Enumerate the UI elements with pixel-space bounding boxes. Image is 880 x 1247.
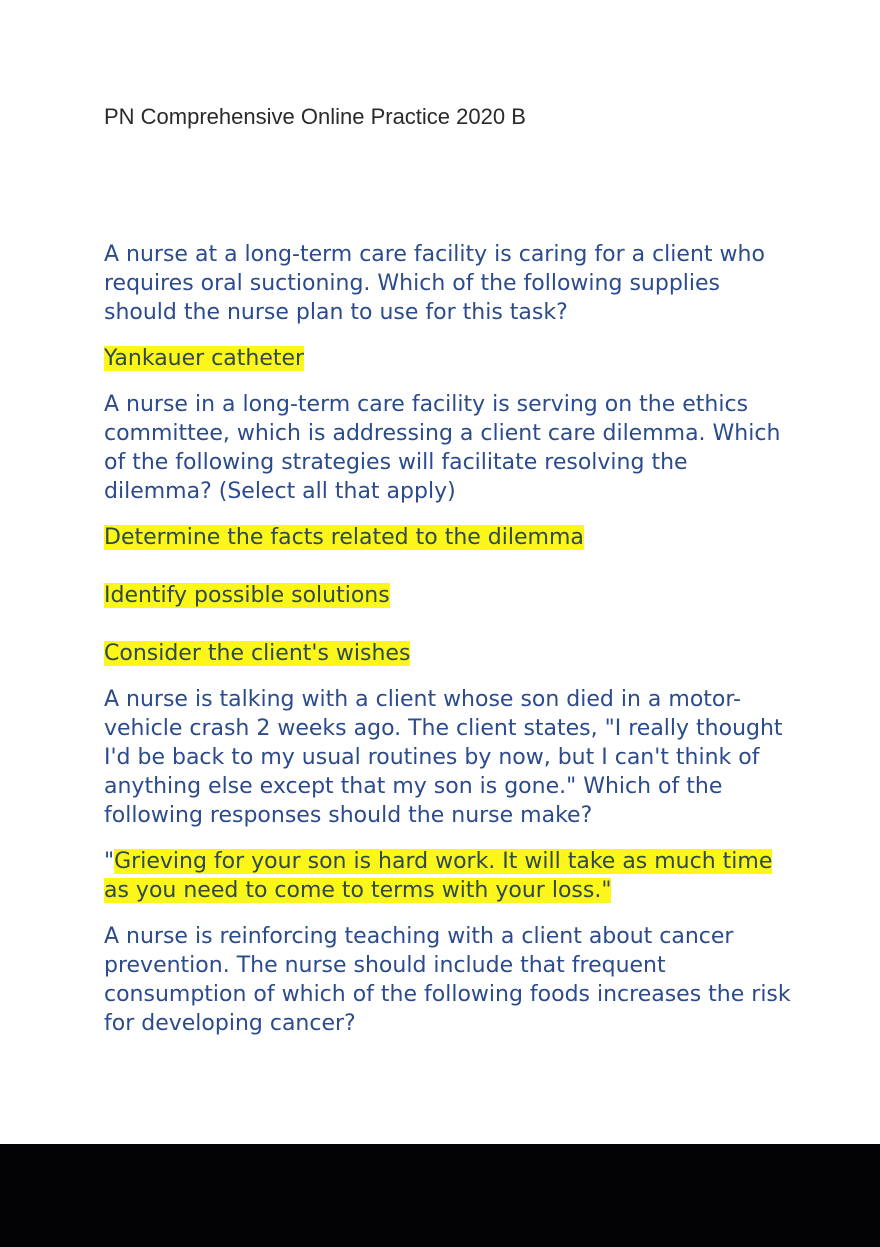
answer-2c: Consider the client's wishes xyxy=(104,641,411,666)
answer-3: Grieving for your son is hard work. It will take as much time as you need to come to terms with your loss." xyxy=(104,849,773,903)
answer-1: Yankauer catheter xyxy=(104,346,305,371)
question-1: A nurse at a long-term care facility is caring for a client who requires oral suctioning. Which of the following supplies should the nurse plan to use for this task? xyxy=(104,242,765,325)
question-2: A nurse in a long-term care facility is serving on the ethics committee, which is addressing a client care dilemma. Which of the following strategies will facilitate resolving the dilemma? (Select all that apply) xyxy=(104,392,781,504)
document-title: PN Comprehensive Online Practice 2020 B xyxy=(104,104,526,129)
answer-2b: Identify possible solutions xyxy=(104,583,390,608)
answer-2a: Determine the facts related to the dilemma xyxy=(104,525,584,550)
document-content xyxy=(104,240,794,1055)
answer-3-open-quote: " xyxy=(104,849,115,874)
question-3: A nurse is talking with a client whose son died in a motor-vehicle crash 2 weeks ago. The client states, "I really thought I'd be back to my usual routines by now, but I can't think of anything else except that my son is gone." Which of the following responses should the nurse make? xyxy=(104,687,783,828)
question-4: A nurse is reinforcing teaching with a client about cancer prevention. The nurse should include that frequent consumption of which of the following foods increases the risk for developing cancer? xyxy=(104,924,791,1036)
viewer-bottom-bar xyxy=(0,1144,880,1247)
